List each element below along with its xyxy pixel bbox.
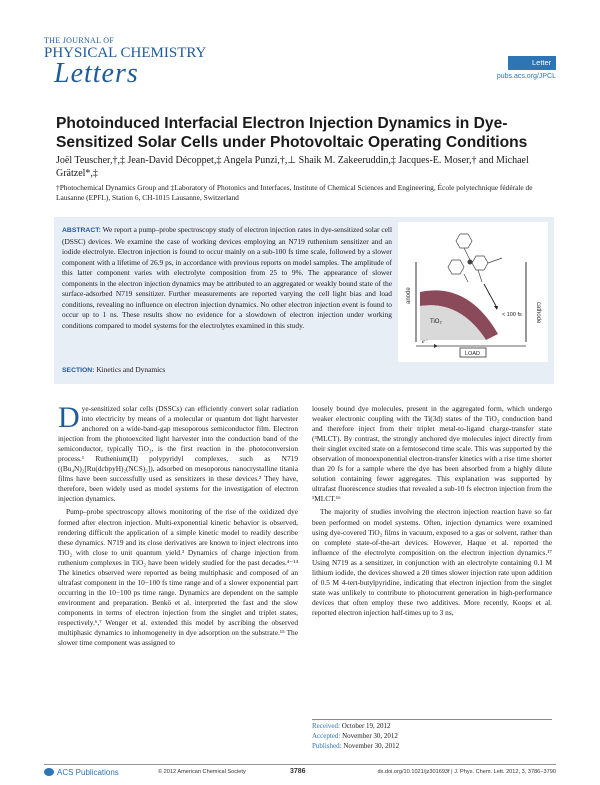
- article-dates: [312, 719, 552, 751]
- section-label: SECTION:: [62, 367, 95, 374]
- published-date: [312, 742, 552, 752]
- journal-name-line3: Letters: [54, 58, 139, 89]
- drop-cap: D: [58, 401, 80, 434]
- copyright: © 2012 American Chemical Society: [158, 769, 246, 775]
- toc-figure: [398, 222, 548, 362]
- paragraph-text: ye-sensitized solar cells (DSSCs) can efficiently convert solar radiation into electricity by means of a molecular or quantum dot light harvester anchored on a wide-band-gap mesoporous semiconductor film. Electron injection from the photoexcited light harvester into the conduction band of the semiconductor, typically TiO₂, is the first reaction in the photoconversion process.¹ Ruthenium(II) polypyridyl complexes, such as N719 ((Bu₄N)₂[Ru(dcbpyH)₂(NCS)₂]), adsorbed on mesoporous nanocrystalline titania films have been successfully used as sensitizers in these devices.² They have, therefore, been widely used as model systems for the investigation of electron injection dynamics.: [58, 404, 298, 504]
- received-label: Received:: [312, 722, 340, 730]
- affiliation: †Photochemical Dynamics Group and ‡Laboratory of Photonics and Interfaces, Institute of Chemical Sciences and Engineering, École polytechnique fédérale de Lausanne (EPFL), Station 6, CH-1015 Lausanne, Switzerland: [56, 183, 533, 202]
- tio2-label: TiO₂: [430, 319, 442, 325]
- publisher-logo: [44, 768, 119, 777]
- load-label: LOAD: [465, 351, 480, 357]
- accepted-value: November 30, 2012: [342, 731, 398, 740]
- paragraph: Pump–probe spectroscopy allows monitoring of the rise of the oxidized dye formed after electron injection. Multi-exponential kinetic behavior is observed, rendering difficult the application of a simple kinetic model to readily describe these dynamics. N719 and its close derivatives are known to inject electrons into TiO₂ with close to unit quantum yield.³ Dynamics of charge injection from ruthenium complexes in TiO₂ have been widely studied for the past decades.⁴⁻¹⁴ The kinetics observed were reported as being multiphasic and composed of an ultrafast component in the 10−100 fs time range and of a slower exponential part occurring in the 10−100 ps time range. Dynamics are dependent on the sample environment and preparation. Benkö et al. interpreted the fast and the slow components in terms of electron injection from the singlet and triplet states, respectively.⁶,⁷ Wenger et al. extended this model by ascribing the observed multiphasic dynamics to inhomogeneity in dye adsorption on the substrate.¹⁵ The slower time component was assigned to: [58, 507, 298, 648]
- cathode-label: cathode: [535, 302, 541, 324]
- article-title: Photoinduced Interfacial Electron Injection Dynamics in Dye-Sensitized Solar Cells under Photovoltaic Operating Conditions: [56, 115, 528, 151]
- electron-label: e⁻: [422, 339, 428, 345]
- abstract-label: ABSTRACT:: [62, 227, 101, 234]
- doi-citation[interactable]: dx.doi.org/10.1021/jz301693f | J. Phys. Chem. Lett. 2012, 3, 3786−3790: [377, 769, 556, 775]
- acs-logo-icon: [44, 768, 54, 776]
- anode-label: anode: [406, 287, 412, 304]
- paragraph: [58, 401, 298, 504]
- journal-logo: [44, 36, 224, 94]
- published-value: November 30, 2012: [343, 741, 400, 750]
- body-column-left: [58, 401, 298, 651]
- journal-name-line1: THE JOURNAL OF: [44, 36, 115, 45]
- paragraph: loosely bound dye molecules, present in the aggregated form, which undergo weaker electronic coupling with the Ti(3d) states of the TiO₂ conduction band and therefore inject from their triplet metal-to-ligand charge-transfer state (³MLCT). By contrast, the strongly anchored dye molecules inject directly from their singlet excited state on a femtosecond time scale. This was supported by the observation of monoexponential electron-transfer kinetics with a rise time shorter than 20 fs for a sample where the dye has been absorbed from a highly dilute solution containing fewer aggregates. This explanation was supported by ultrafast fluorescence studies that revealed a sub-10 fs electron injection from the ¹MLCT.¹⁶: [312, 404, 552, 504]
- published-label: Published:: [312, 741, 342, 750]
- journal-name-line2: PHYSICAL CHEMISTRY: [44, 45, 207, 61]
- section-value: Kinetics and Dynamics: [96, 365, 166, 374]
- accepted-label: Accepted:: [312, 731, 341, 740]
- body-column-right: [312, 404, 552, 621]
- section-line: [62, 365, 165, 374]
- received-date: [312, 722, 552, 732]
- paragraph: The majority of studies involving the electron injection reaction have so far been performed on model systems. Often, injection dynamics were examined using dye-covered TiO₂ films in vacuum, exposed to a gas or solvent, rather than on complete state-of-the-art devices. However, Haque et al. reported the influence of the electrolyte composition on the electron injection dynamics.¹⁷ Using N719 as a sensitizer, in conjunction with an electrolyte containing 0.1 M lithium iodide, the devices showed a 20 times slower injection rate upon addition of 0.5 M 4-tert-butylpyridine, indicating that electron injection from the singlet state was unlikely to contribute to photocurrent generation in high-performance devices that often employ these two additives. More recently, Koops et al. reported electron injection half-times up to 3 ns,: [312, 507, 552, 617]
- journal-url-link[interactable]: pubs.acs.org/JPCL: [496, 73, 556, 80]
- accepted-date: [312, 732, 552, 742]
- author-list: Joël Teuscher,†,‡ Jean-David Décoppet,‡ Angela Punzi,†,⊥ Shaik M. Zakeeruddin,‡ Jacques-E. Moser,† and Michael Grätzel*,‡: [56, 155, 529, 179]
- page-number: 3786: [290, 768, 306, 775]
- article-type-badge: Letter: [508, 56, 556, 70]
- abstract-body: We report a pump–probe spectroscopy study of electron injection rates in dye-sensitized solar cell (DSSC) devices. We examine the case of working devices employing an N719 ruthenium sensitizer and an iodide electrolyte. Electron injection is found to occur mainly on a sub-100 fs time scale, followed by a slower component with a lifetime of 26.9 ps, in accordance with previous reports on model samples. The amplitude of this latter component varies with electrolyte composition from 25 to 9%. The appearance of slower components in the electron injection dynamics may be attributed to an aggregated or weakly bound state of the surface-adsorbed N719 sensitizer. Further measurements are reported varying the cell light bias and load conditions, revealing no influence on electron injection dynamics. No other electron injection event is found to occur up to 1 ns. These results show no evidence for a slowdown of electron injection under working conditions compared to model systems for the electrolytes examined in this study.: [62, 225, 393, 330]
- page-footer: [44, 764, 556, 778]
- abstract: [62, 225, 392, 331]
- received-value: October 19, 2012: [341, 722, 391, 730]
- injection-time-label: < 100 fs: [502, 312, 522, 318]
- publisher-name: ACS Publications: [57, 768, 119, 777]
